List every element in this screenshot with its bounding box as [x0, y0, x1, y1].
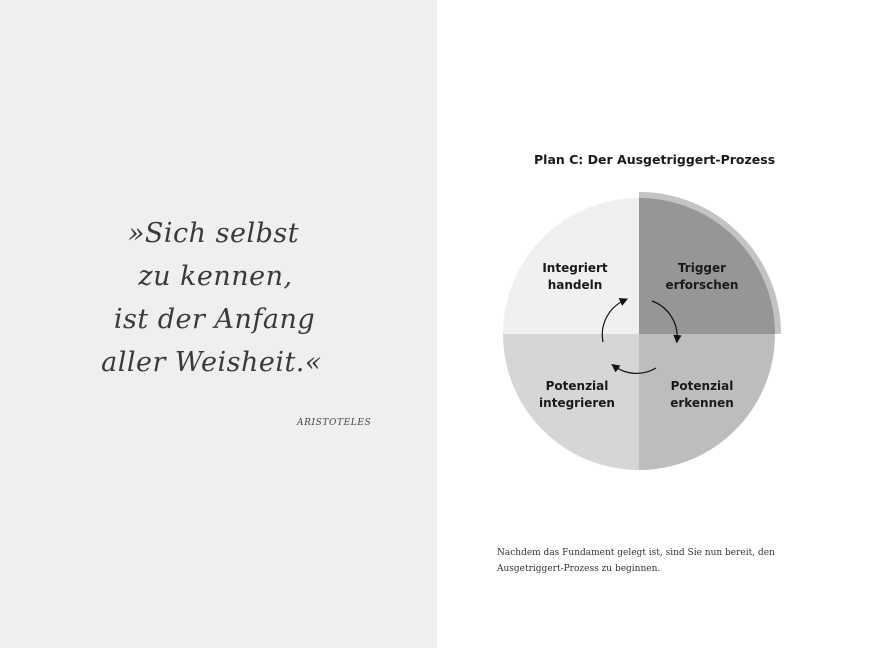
- diagram-title: Plan C: Der Ausgetriggert-Prozess: [534, 152, 776, 167]
- quote-author: ARISTOTELES: [297, 418, 372, 428]
- quadrant-label-top-left-1: Integriert: [542, 261, 608, 275]
- quote-line-3: ist der Anfang: [113, 304, 316, 335]
- caption: Nachdem das Fundament gelegt ist, sind Sie nun bereit, den Ausgetriggert-Prozess zu beginnen.: [497, 548, 775, 574]
- quadrant-label-bottom-left-2: integrieren: [539, 396, 615, 410]
- quadrant-label-top-left-2: handeln: [547, 278, 603, 292]
- quadrant-label-bottom-right-2: erkennen: [670, 396, 734, 410]
- quadrant-label-bottom-right-1: Potenzial: [670, 379, 734, 393]
- quadrant-label-top-right-2: erforschen: [665, 278, 739, 292]
- quadrant-label-bottom-left-1: Potenzial: [545, 379, 609, 393]
- quadrant-label-top-right-1: Trigger: [677, 261, 727, 275]
- quote-line-2: zu kennen,: [138, 261, 293, 292]
- quote-line-4: aller Weisheit.«: [101, 347, 322, 378]
- quote-line-1: »Sich selbst: [127, 218, 300, 249]
